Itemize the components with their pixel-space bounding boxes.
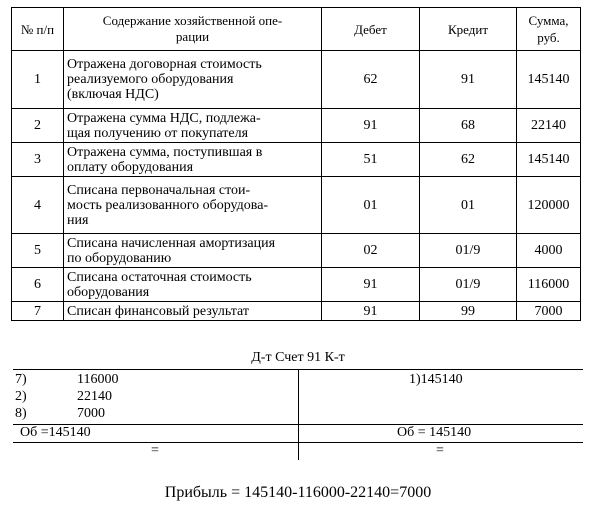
row-content-line: щая получению от покупателя <box>67 125 249 141</box>
credit-turnover: Об = 145140 <box>397 425 472 440</box>
row-sum-cell: 120000 <box>517 177 581 234</box>
row-content-line: Отражена договорная стоимость <box>67 57 262 72</box>
header-debit: Дебет <box>322 8 420 51</box>
row-credit-cell: 99 <box>420 302 517 321</box>
row-sum-cell: 145140 <box>517 143 581 177</box>
row-content-cell <box>64 177 322 234</box>
row-sum-cell: 116000 <box>517 268 581 302</box>
table-row <box>12 302 581 321</box>
row-debit-cell: 91 <box>322 109 420 143</box>
row-content-line: мость реализованного оборудова- <box>67 197 269 213</box>
row-content-cell <box>64 143 322 177</box>
t-account-divider <box>298 369 299 460</box>
debit-turnover: Об =145140 <box>20 425 91 440</box>
row-num-cell: 2 <box>12 109 64 143</box>
header-num: № п/п <box>12 8 64 51</box>
row-content-line: Списана первоначальная стои- <box>67 182 251 198</box>
row-num-cell: 6 <box>12 268 64 302</box>
row-content-line: реализуемого оборудования <box>67 72 234 87</box>
row-num-cell: 3 <box>12 143 64 177</box>
row-debit-cell: 91 <box>322 302 420 321</box>
t-account-turnover-bottom-line <box>13 442 583 443</box>
header-content-line2: рации <box>175 29 210 44</box>
row-credit-cell: 62 <box>420 143 517 177</box>
row-content-line: Списан финансовый результат <box>67 303 249 319</box>
row-credit-cell: 01 <box>420 177 517 234</box>
row-num-cell: 4 <box>12 177 64 234</box>
row-sum-cell: 22140 <box>517 109 581 143</box>
row-debit-cell: 62 <box>322 51 420 109</box>
table-row <box>12 109 581 143</box>
row-credit-cell: 01/9 <box>420 268 517 302</box>
row-content-line: оборудования <box>67 284 150 300</box>
table-row <box>12 268 581 302</box>
row-content-line: ния <box>67 212 89 228</box>
row-content-line: Отражена сумма, поступившая в <box>67 144 263 160</box>
row-content-cell <box>64 268 322 302</box>
row-content-line: по оборудованию <box>67 250 172 266</box>
row-credit-cell: 91 <box>420 51 517 109</box>
row-debit-cell: 02 <box>322 234 420 268</box>
header-content-line1: Содержание хозяйственной опе- <box>102 13 283 28</box>
row-content-cell <box>64 234 322 268</box>
row-content-cell <box>64 302 322 321</box>
row-content-line: оплату оборудования <box>67 159 194 175</box>
row-content-line: Отражена сумма НДС, подлежа- <box>67 110 261 126</box>
header-sum-line1: Сумма, <box>528 13 569 28</box>
credit-entry: 1)145140 <box>409 372 463 387</box>
table-row <box>12 143 581 177</box>
row-content-line: Списана остаточная стоимость <box>67 269 252 285</box>
operations-body <box>12 51 581 321</box>
row-sum-cell: 7000 <box>517 302 581 321</box>
table-row <box>12 234 581 268</box>
row-sum-cell: 145140 <box>517 51 581 109</box>
row-debit-cell: 01 <box>322 177 420 234</box>
debit-entry-ref: 7) <box>15 372 27 387</box>
row-content-line: Списана начисленная амортизация <box>67 235 276 251</box>
debit-entry-amount: 7000 <box>77 406 105 421</box>
operations-table <box>11 7 581 321</box>
row-credit-cell: 68 <box>420 109 517 143</box>
row-content-cell <box>64 109 322 143</box>
header-sum-line2: руб. <box>537 30 560 45</box>
debit-entry-ref: 8) <box>15 406 27 421</box>
table-row <box>12 51 581 109</box>
header-row <box>12 8 581 51</box>
credit-balance: = <box>436 443 444 458</box>
table-row <box>12 177 581 234</box>
row-num-cell: 7 <box>12 302 64 321</box>
row-num-cell: 5 <box>12 234 64 268</box>
header-sum <box>517 8 581 51</box>
t-account-turnover-top-line <box>13 424 583 425</box>
debit-balance: = <box>151 443 159 458</box>
row-content-cell <box>64 51 322 109</box>
debit-entry-amount: 116000 <box>77 372 119 387</box>
profit-formula: Прибыль = 145140-116000-22140=7000 <box>164 484 432 501</box>
row-num-cell: 1 <box>12 51 64 109</box>
t-account-title: Д-т Счет 91 К-т <box>251 350 345 365</box>
row-content-line: (включая НДС) <box>67 87 159 102</box>
debit-entry-amount: 22140 <box>77 389 112 404</box>
debit-entry-ref: 2) <box>15 389 27 404</box>
row-debit-cell: 91 <box>322 268 420 302</box>
row-credit-cell: 01/9 <box>420 234 517 268</box>
header-content <box>64 8 322 51</box>
row-sum-cell: 4000 <box>517 234 581 268</box>
header-credit: Кредит <box>420 8 517 51</box>
row-debit-cell: 51 <box>322 143 420 177</box>
